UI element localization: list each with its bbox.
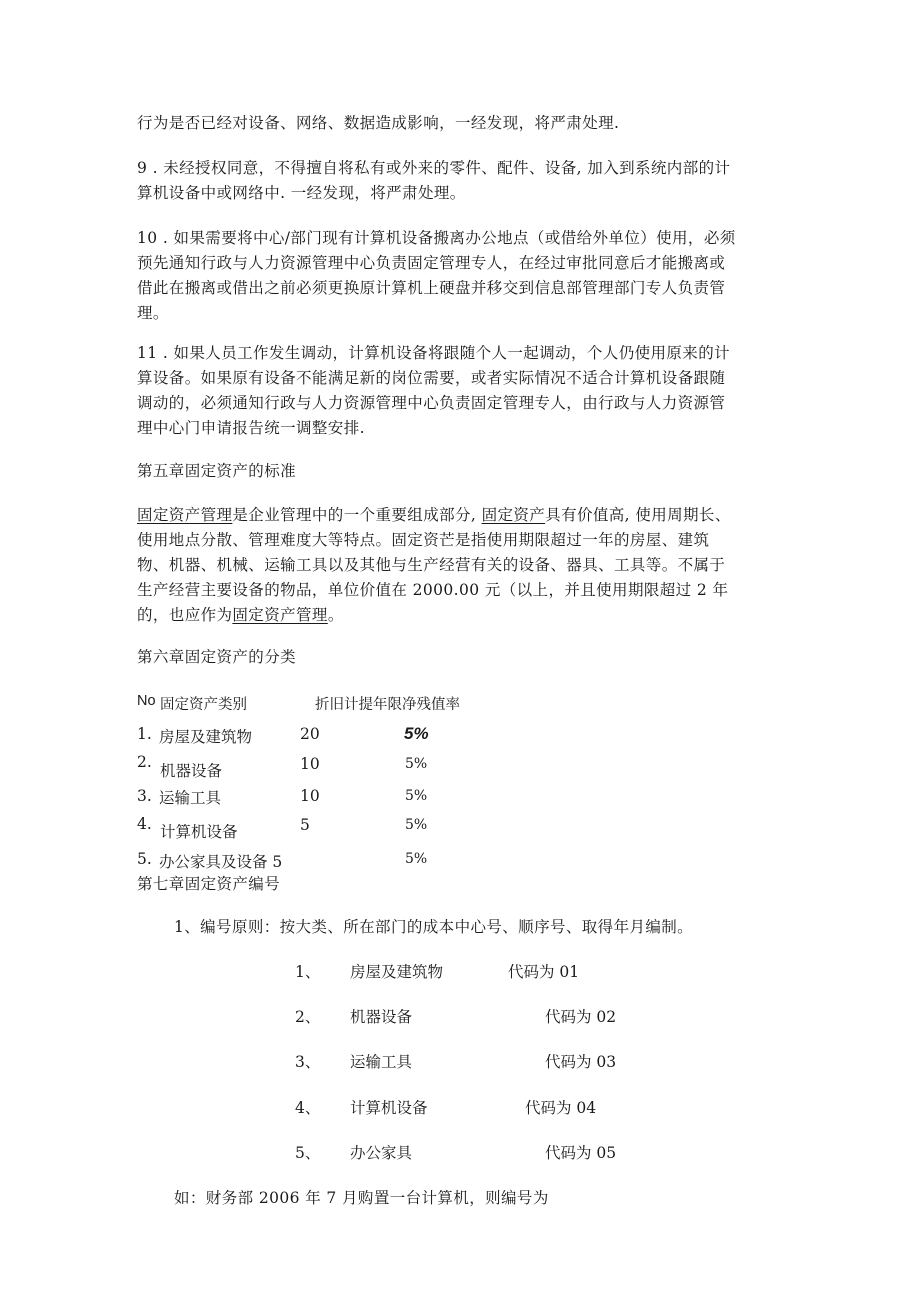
text-line: 物、机器、机械、运输工具以及其他与生产经营有关的设备、器具、工具等。不属于 (137, 556, 726, 574)
chapter-7-heading: 第七章固定资产编号 (137, 875, 281, 893)
row-rate: 5% (404, 724, 429, 743)
term-link: 固定资产管理 (137, 506, 233, 524)
code-number: 2、 (295, 1008, 321, 1026)
paragraph-item-10 (137, 226, 787, 326)
chapter-5-heading: 第五章固定资产的标准 (137, 462, 297, 480)
code-name: 计算机设备 (350, 1099, 428, 1117)
chapter-5-body (137, 503, 787, 628)
code-name: 房屋及建筑物 (350, 963, 444, 981)
text-span: 具有价值高, 使用周期长、 (545, 506, 731, 524)
row-years: 10 (300, 755, 320, 773)
text-line: 借此在搬离或借出之前必须更换原计算机上硬盘并移交到信息部管理部门专人负责管 (137, 279, 726, 297)
text-line: 理。 (137, 304, 169, 322)
table-header-no: No (137, 693, 156, 709)
text-span: 是企业管理中的一个重要组成部分, (232, 506, 482, 524)
row-no: 1. (137, 725, 152, 743)
row-category: 计算机设备 (160, 823, 238, 841)
term-link: 固定资产管理 (232, 606, 328, 624)
table-header-years-rate: 折旧计提年限净残值率 (315, 697, 460, 713)
code-value: 代码为 05 (545, 1144, 617, 1162)
row-rate: 5% (405, 788, 428, 804)
row-rate: 5% (405, 817, 428, 833)
paragraph-item-9 (137, 156, 787, 206)
text-line: 行为是否已经对设备、网络、数据造成影响，一经发现，将严肃处理. (137, 114, 620, 132)
row-no: 4. (137, 815, 152, 833)
text-line: 调动的，必须通知行政与人力资源管理中心负责固定管理专人，由行政与人力资源管 (137, 394, 726, 412)
code-value: 代码为 04 (525, 1099, 597, 1117)
code-number: 5、 (295, 1144, 321, 1162)
text-line: 9 . 未经授权同意，不得擅自将私有或外来的零件、配件、设备, 加入到系统内部的计 (137, 159, 731, 177)
row-category: 办公家具及设备 5 (159, 853, 283, 871)
table-header-category: 固定资产类别 (160, 697, 247, 713)
row-years: 20 (300, 725, 320, 743)
text-line: 使用地点分散、管理难度大等特点。固定资芒是指使用期限超过一年的房屋、建筑 (137, 531, 710, 549)
numbering-principle: 1、编号原则：按大类、所在部门的成本中心号、顺序号、取得年月编制。 (174, 918, 694, 936)
text-line: 11 . 如果人员工作发生调动，计算机设备将跟随个人一起调动，个人仍使用原来的计 (137, 344, 731, 362)
row-rate: 5% (405, 756, 428, 772)
text-line (137, 603, 787, 628)
code-name: 运输工具 (350, 1053, 413, 1071)
row-no: 3. (137, 787, 152, 805)
chapter-6-heading: 第六章固定资产的分类 (137, 648, 297, 666)
text-line: 10 . 如果需要将中心/部门现有计算机设备搬离办公地点（或借给外单位）使用，必须 (137, 229, 736, 247)
code-number: 3、 (295, 1053, 321, 1071)
term-link: 固定资产 (481, 506, 546, 524)
paragraph-intro (137, 111, 787, 136)
code-number: 1、 (295, 963, 321, 981)
row-category: 运输工具 (159, 789, 222, 807)
row-rate: 5% (405, 851, 428, 867)
row-category: 房屋及建筑物 (159, 728, 253, 746)
text-line: 生产经营主要设备的物品，单位价值在 2000.00 元（以上，并且使用期限超过 2 年 (137, 581, 729, 599)
numbering-example: 如：财务部 2006 年 7 月购置一台计算机，则编号为 (174, 1189, 549, 1207)
row-no: 2. (137, 753, 152, 771)
text-line: 预先通知行政与人力资源管理中心负责固定管理专人，在经过审批同意后才能搬离或 (137, 254, 726, 272)
code-value: 代码为 03 (545, 1053, 617, 1071)
row-years: 5 (300, 816, 310, 834)
text-line: 理中心门申请报告统一调整安排. (137, 419, 365, 437)
text-span: 。 (327, 606, 344, 624)
text-span: 的，也应作为 (137, 606, 233, 624)
row-no: 5. (137, 850, 152, 868)
row-years: 10 (300, 787, 320, 805)
code-name: 机器设备 (350, 1008, 413, 1026)
code-value: 代码为 02 (545, 1008, 617, 1026)
text-line (137, 503, 787, 528)
text-line: 算设备。如果原有设备不能满足新的岗位需要，或者实际情况不适合计算机设备跟随 (137, 369, 726, 387)
row-category: 机器设备 (160, 762, 223, 780)
text-line: 算机设备中或网络中. 一经发现，将严肃处理。 (137, 184, 466, 202)
code-number: 4、 (295, 1099, 321, 1117)
code-value: 代码为 01 (508, 963, 580, 981)
paragraph-item-11 (137, 341, 787, 441)
code-name: 办公家具 (350, 1144, 413, 1162)
